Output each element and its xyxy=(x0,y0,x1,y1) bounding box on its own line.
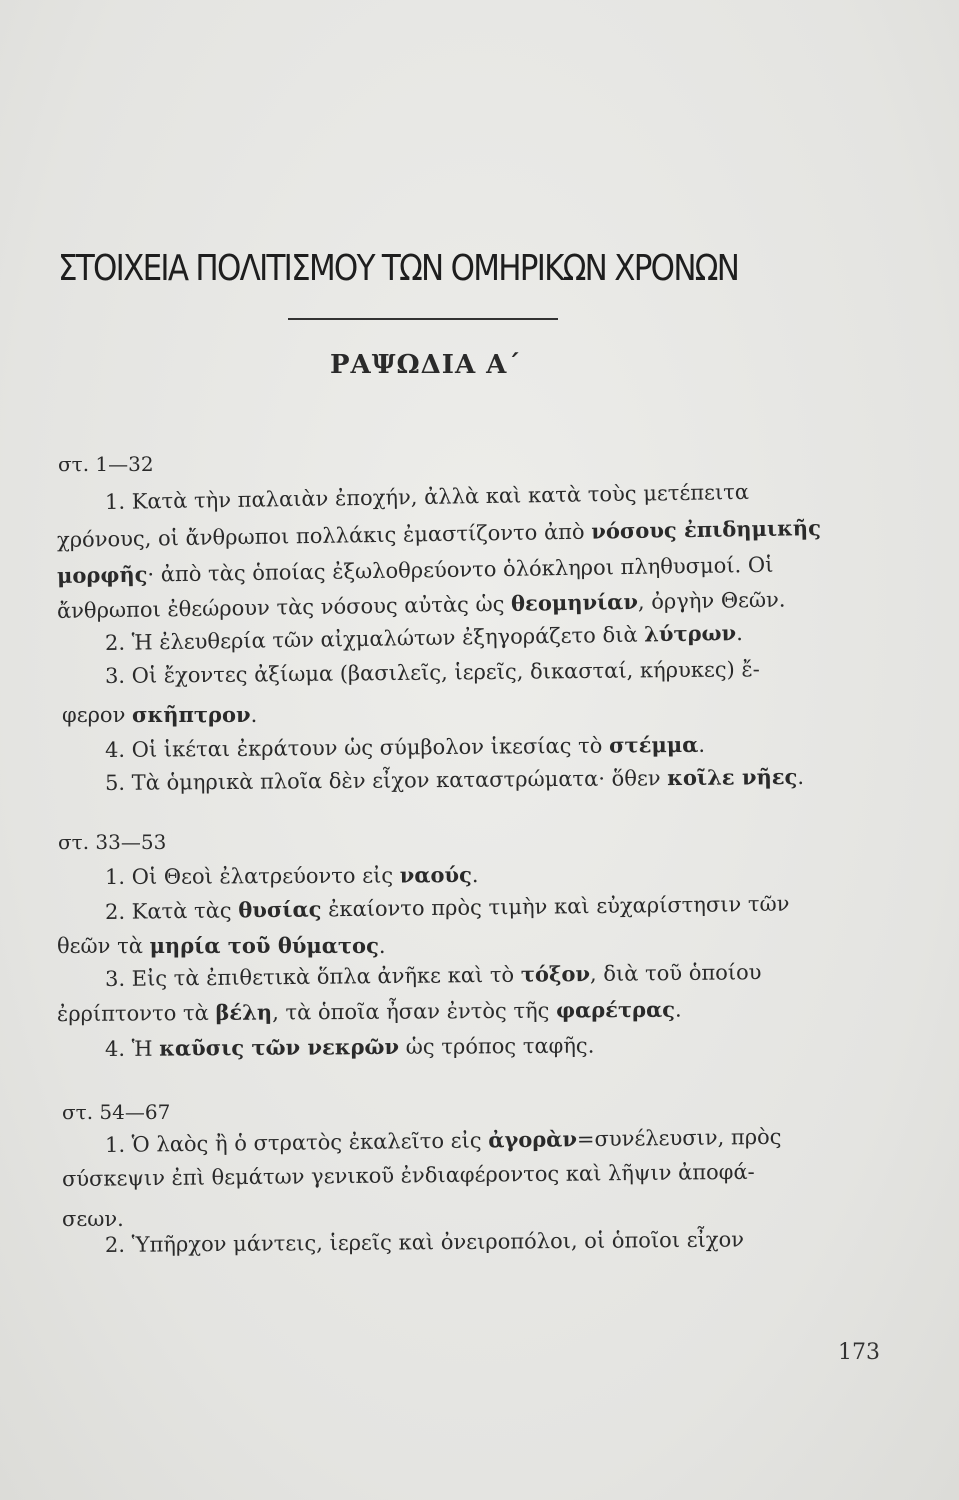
text-line: 3. Εἰς τὰ ἐπιθετικὰ ὅπλα ἀνῆκε καὶ τὸ τόξον, διὰ τοῦ ὁποίου xyxy=(104,960,762,991)
text-line: 5. Τὰ ὁμηρικὰ πλοῖα δὲν εἶχον καταστρώματα· ὅθεν κοῖλε νῆες. xyxy=(104,763,805,795)
text-line: 1. Ὁ λαὸς ἢ ὁ στρατὸς ἐκαλεῖτο εἰς ἀγορὰν=συνέλευσιν, πρὸς xyxy=(104,1124,782,1157)
page-number: 173 xyxy=(838,1340,880,1365)
text-line: μορφῆς· ἀπὸ τὰς ὁποίας ἐξωλοθρεύοντο ὁλόκληροι πληθυσμοί. Οἱ xyxy=(56,552,774,588)
title-divider xyxy=(288,318,558,320)
page-title: ΣΤΟΙΧΕΙΑ ΠΟΛΙΤΙΣΜΟΥ ΤΩΝ ΟΜΗΡΙΚΩΝ ΧΡΟΝΩΝ xyxy=(58,248,739,289)
text-line: ἐρρίπτοντο τὰ βέλη, τὰ ὁποῖα ἦσαν ἐντὸς τῆς φαρέτρας. xyxy=(56,996,682,1026)
text-line: 4. Οἱ ἱκέται ἐκράτουν ὡς σύμβολον ἱκεσίας τὸ στέμμα. xyxy=(104,731,706,762)
text-line: 1. Οἱ Θεοὶ ἐλατρεύοντο εἰς ναούς. xyxy=(104,862,479,889)
text-line: θεῶν τὰ μηρία τοῦ θύματος. xyxy=(57,933,386,958)
text-line: 1. Κατὰ τὴν παλαιὰν ἐποχήν, ἀλλὰ καὶ κατὰ τοὺς μετέπειτα xyxy=(104,479,750,514)
text-line: χρόνους, οἱ ἄνθρωποι πολλάκις ἐμαστίζοντο ἀπὸ νόσους ἐπιδημικῆς xyxy=(56,515,822,552)
text-line: 2. Ὑπῆρχον μάντεις, ἱερεῖς καὶ ὀνειροπόλοι, οἱ ὁποῖοι εἶχον xyxy=(104,1227,745,1257)
text-line: 4. Ἡ καῦσις τῶν νεκρῶν ὡς τρόπος ταφῆς. xyxy=(104,1033,595,1061)
section-label: στ. 1—32 xyxy=(58,452,154,476)
text-line: ἄνθρωποι ἐθεώρουν τὰς νόσους αὐτὰς ὡς θεομηνίαν, ὀργὴν Θεῶν. xyxy=(56,587,786,623)
text-line: 3. Οἱ ἔχοντες ἀξίωμα (βασιλεῖς, ἱερεῖς, δικασταί, κήρυκες) ἔ- xyxy=(104,657,760,688)
text-line: φερον σκῆπτρον. xyxy=(62,702,258,727)
text-line: σύσκεψιν ἐπὶ θεμάτων γενικοῦ ἐνδιαφέροντος καὶ λῆψιν ἀποφά- xyxy=(61,1159,755,1191)
section-label: στ. 54—67 xyxy=(62,1100,171,1124)
text-line: 2. Κατὰ τὰς θυσίας ἐκαίοντο πρὸς τιμὴν καὶ εὐχαρίστησιν τῶν xyxy=(104,891,790,924)
rhapsody-heading: ΡΑΨΩΔΙΑ Α΄ xyxy=(330,350,522,380)
text-line: 2. Ἡ ἐλευθερία τῶν αἰχμαλώτων ἐξηγοράζετο διὰ λύτρων. xyxy=(104,620,744,655)
section-label: στ. 33—53 xyxy=(58,830,167,854)
text-line: σεων. xyxy=(62,1207,124,1231)
